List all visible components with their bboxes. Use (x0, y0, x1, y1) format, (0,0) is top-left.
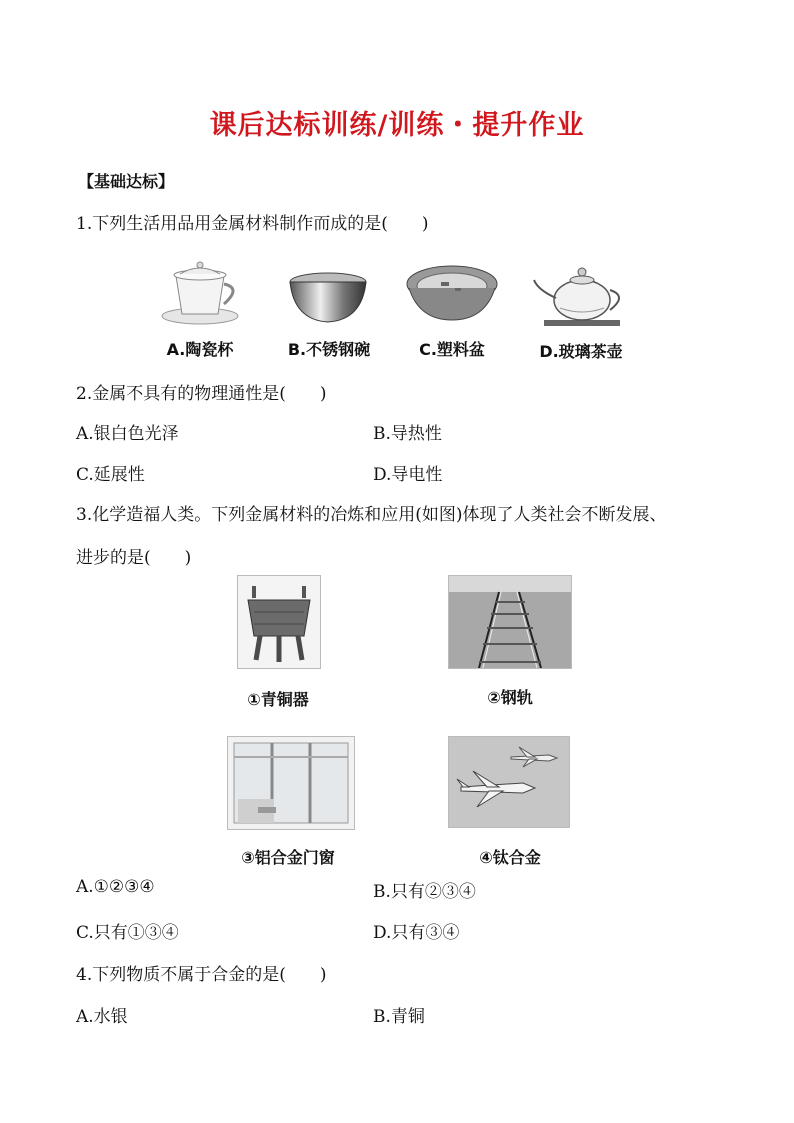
q2-option-d: D.导电性 (373, 465, 443, 485)
q3-caption-3: ③铝合金门窗 (241, 848, 335, 867)
q2-stem: 2.金属不具有的物理通性是( ) (76, 384, 327, 404)
q2-option-c: C.延展性 (76, 465, 145, 485)
q1-option-c: C.塑料盆 (419, 340, 485, 359)
ceramic-cup-image (158, 258, 248, 328)
q1-stem: 1.下列生活用品用金属材料制作而成的是( ) (76, 214, 429, 234)
plastic-basin-image (405, 262, 499, 324)
q4-stem: 4.下列物质不属于合金的是( ) (76, 965, 327, 985)
rail-track-image (448, 575, 572, 669)
glass-teapot-image (530, 262, 634, 328)
q3-stem-line2: 进步的是( ) (76, 548, 192, 568)
q3-option-a: A.①②③④ (76, 877, 155, 897)
jet-fighter-image (448, 736, 570, 828)
steel-bowl-image (288, 270, 368, 326)
q4-option-b: B.青铜 (373, 1007, 425, 1027)
q2-option-a: A.银白色光泽 (76, 424, 179, 444)
q1-option-d: D.玻璃茶壶 (539, 342, 623, 361)
page-title: 课后达标训练/训练・提升作业 (209, 110, 585, 141)
q2-option-b: B.导热性 (373, 424, 442, 444)
q3-caption-1: ①青铜器 (247, 690, 309, 709)
section-heading: 【基础达标】 (78, 172, 175, 191)
q3-stem-line1: 3.化学造福人类。下列金属材料的冶炼和应用(如图)体现了人类社会不断发展、 (76, 505, 667, 525)
q4-option-a: A.水银 (76, 1007, 128, 1027)
q3-caption-2: ②钢轨 (487, 688, 533, 707)
q3-caption-4: ④钛合金 (479, 848, 541, 867)
q3-option-d: D.只有③④ (373, 923, 460, 943)
bronze-vessel-image (237, 575, 321, 669)
q3-option-c: C.只有①③④ (76, 923, 179, 943)
q1-option-a: A.陶瓷杯 (166, 340, 234, 359)
q1-option-b: B.不锈钢碗 (287, 340, 371, 359)
q3-option-b: B.只有②③④ (373, 882, 476, 902)
aluminum-window-image (227, 736, 355, 830)
